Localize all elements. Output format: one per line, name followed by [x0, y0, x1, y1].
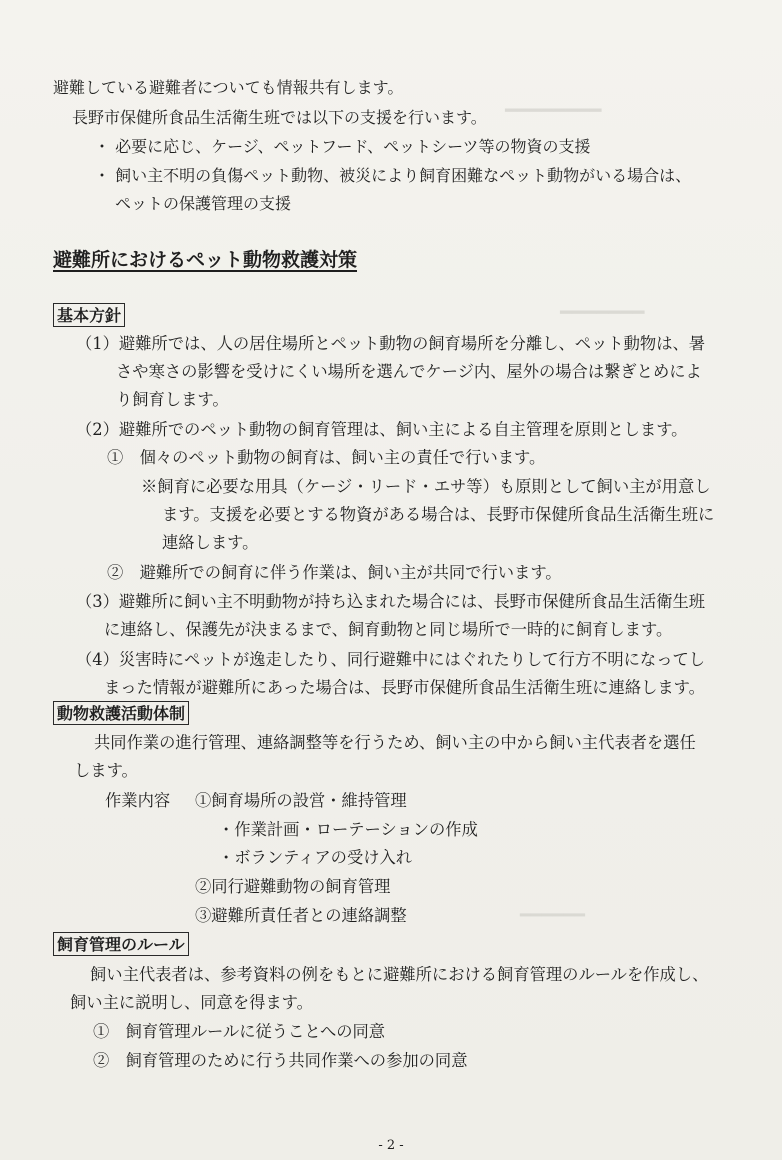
heading-basic-policy: 基本方針	[53, 303, 125, 327]
work-subitem: ・ボランティアの受け入れ	[218, 848, 413, 867]
work-label: 作業内容	[105, 791, 171, 810]
intro-bullet: ・ 飼い主不明の負傷ペット動物、被災により飼育困難なペット動物がいる場合は、	[94, 166, 692, 185]
basic-p1-cont: り飼育します。	[116, 390, 229, 409]
work-item-3: ③避難所責任者との連絡調整	[195, 906, 407, 925]
rules-item: ② 飼育管理のために行う共同作業への参加の同意	[93, 1051, 468, 1070]
basic-p4: （4）災害時にペットが逸走したり、同行避難中にはぐれたりして行方不明になってし	[76, 650, 706, 669]
intro-line: 避難している避難者についても情報共有します。	[53, 78, 404, 97]
basic-p1: （1）避難所では、人の居住場所とペット動物の飼育場所を分離し、ペット動物は、暑	[76, 334, 706, 353]
bleed-through: ━━━━━━━	[560, 300, 645, 324]
section-title: 避難所におけるペット動物救護対策	[53, 249, 358, 271]
system-p1: 共同作業の進行管理、連絡調整等を行うため、飼い主の中から飼い主代表者を選任	[94, 733, 696, 752]
heading-rescue-system: 動物救護活動体制	[53, 701, 189, 725]
rules-p1: 飼い主代表者は、参考資料の例をもとに避難所における飼育管理のルールを作成し、	[90, 965, 709, 984]
rules-p1-cont: 飼い主に説明し、同意を得ます。	[70, 993, 313, 1012]
work-subitem: ・作業計画・ローテーションの作成	[218, 820, 478, 839]
basic-p3: （3）避難所に飼い主不明動物が持ち込まれた場合には、長野市保健所食品生活衛生班	[76, 592, 706, 611]
page-number: - 2 -	[378, 1138, 404, 1153]
basic-p2-item1: ① 個々のペット動物の飼育は、飼い主の責任で行います。	[107, 448, 546, 467]
bleed-through: ━━━━━━	[520, 905, 586, 926]
basic-note: ※飼育に必要な用具（ケージ・リード・エサ等）も原則として飼い主が用意し	[141, 477, 711, 496]
basic-note-cont: 連絡します。	[162, 533, 259, 552]
intro-bullet: ・ 必要に応じ、ケージ、ペットフード、ペットシーツ等の物資の支援	[94, 137, 591, 156]
system-p1-cont: します。	[74, 761, 138, 780]
intro-bullet-cont: ペットの保護管理の支援	[115, 194, 292, 213]
basic-p2: （2）避難所でのペット動物の飼育管理は、飼い主による自主管理を原則とします。	[76, 420, 688, 439]
bleed-through: ━━━━━━━━	[505, 98, 602, 122]
rules-item: ① 飼育管理ルールに従うことへの同意	[93, 1022, 386, 1041]
basic-note-cont: ます。支援を必要とする物資がある場合は、長野市保健所食品生活衛生班に	[162, 505, 715, 524]
basic-p1-cont: さや寒さの影響を受けにくい場所を選んでケージ内、屋外の場合は繋ぎとめによ	[116, 362, 702, 381]
work-item-2: ②同行避難動物の飼育管理	[195, 877, 391, 896]
basic-p2-item2: ② 避難所での飼育に伴う作業は、飼い主が共同で行います。	[107, 563, 562, 582]
intro-line: 長野市保健所食品生活衛生班では以下の支援を行います。	[72, 108, 487, 127]
work-item-1: ①飼育場所の設営・維持管理	[195, 791, 407, 810]
heading-rearing-rules: 飼育管理のルール	[53, 932, 189, 956]
basic-p3-cont: に連絡し、保護先が決まるまで、飼育動物と同じ場所で一時的に飼育します。	[104, 620, 673, 639]
basic-p4-cont: まった情報が避難所にあった場合は、長野市保健所食品生活衛生班に連絡します。	[104, 678, 705, 697]
